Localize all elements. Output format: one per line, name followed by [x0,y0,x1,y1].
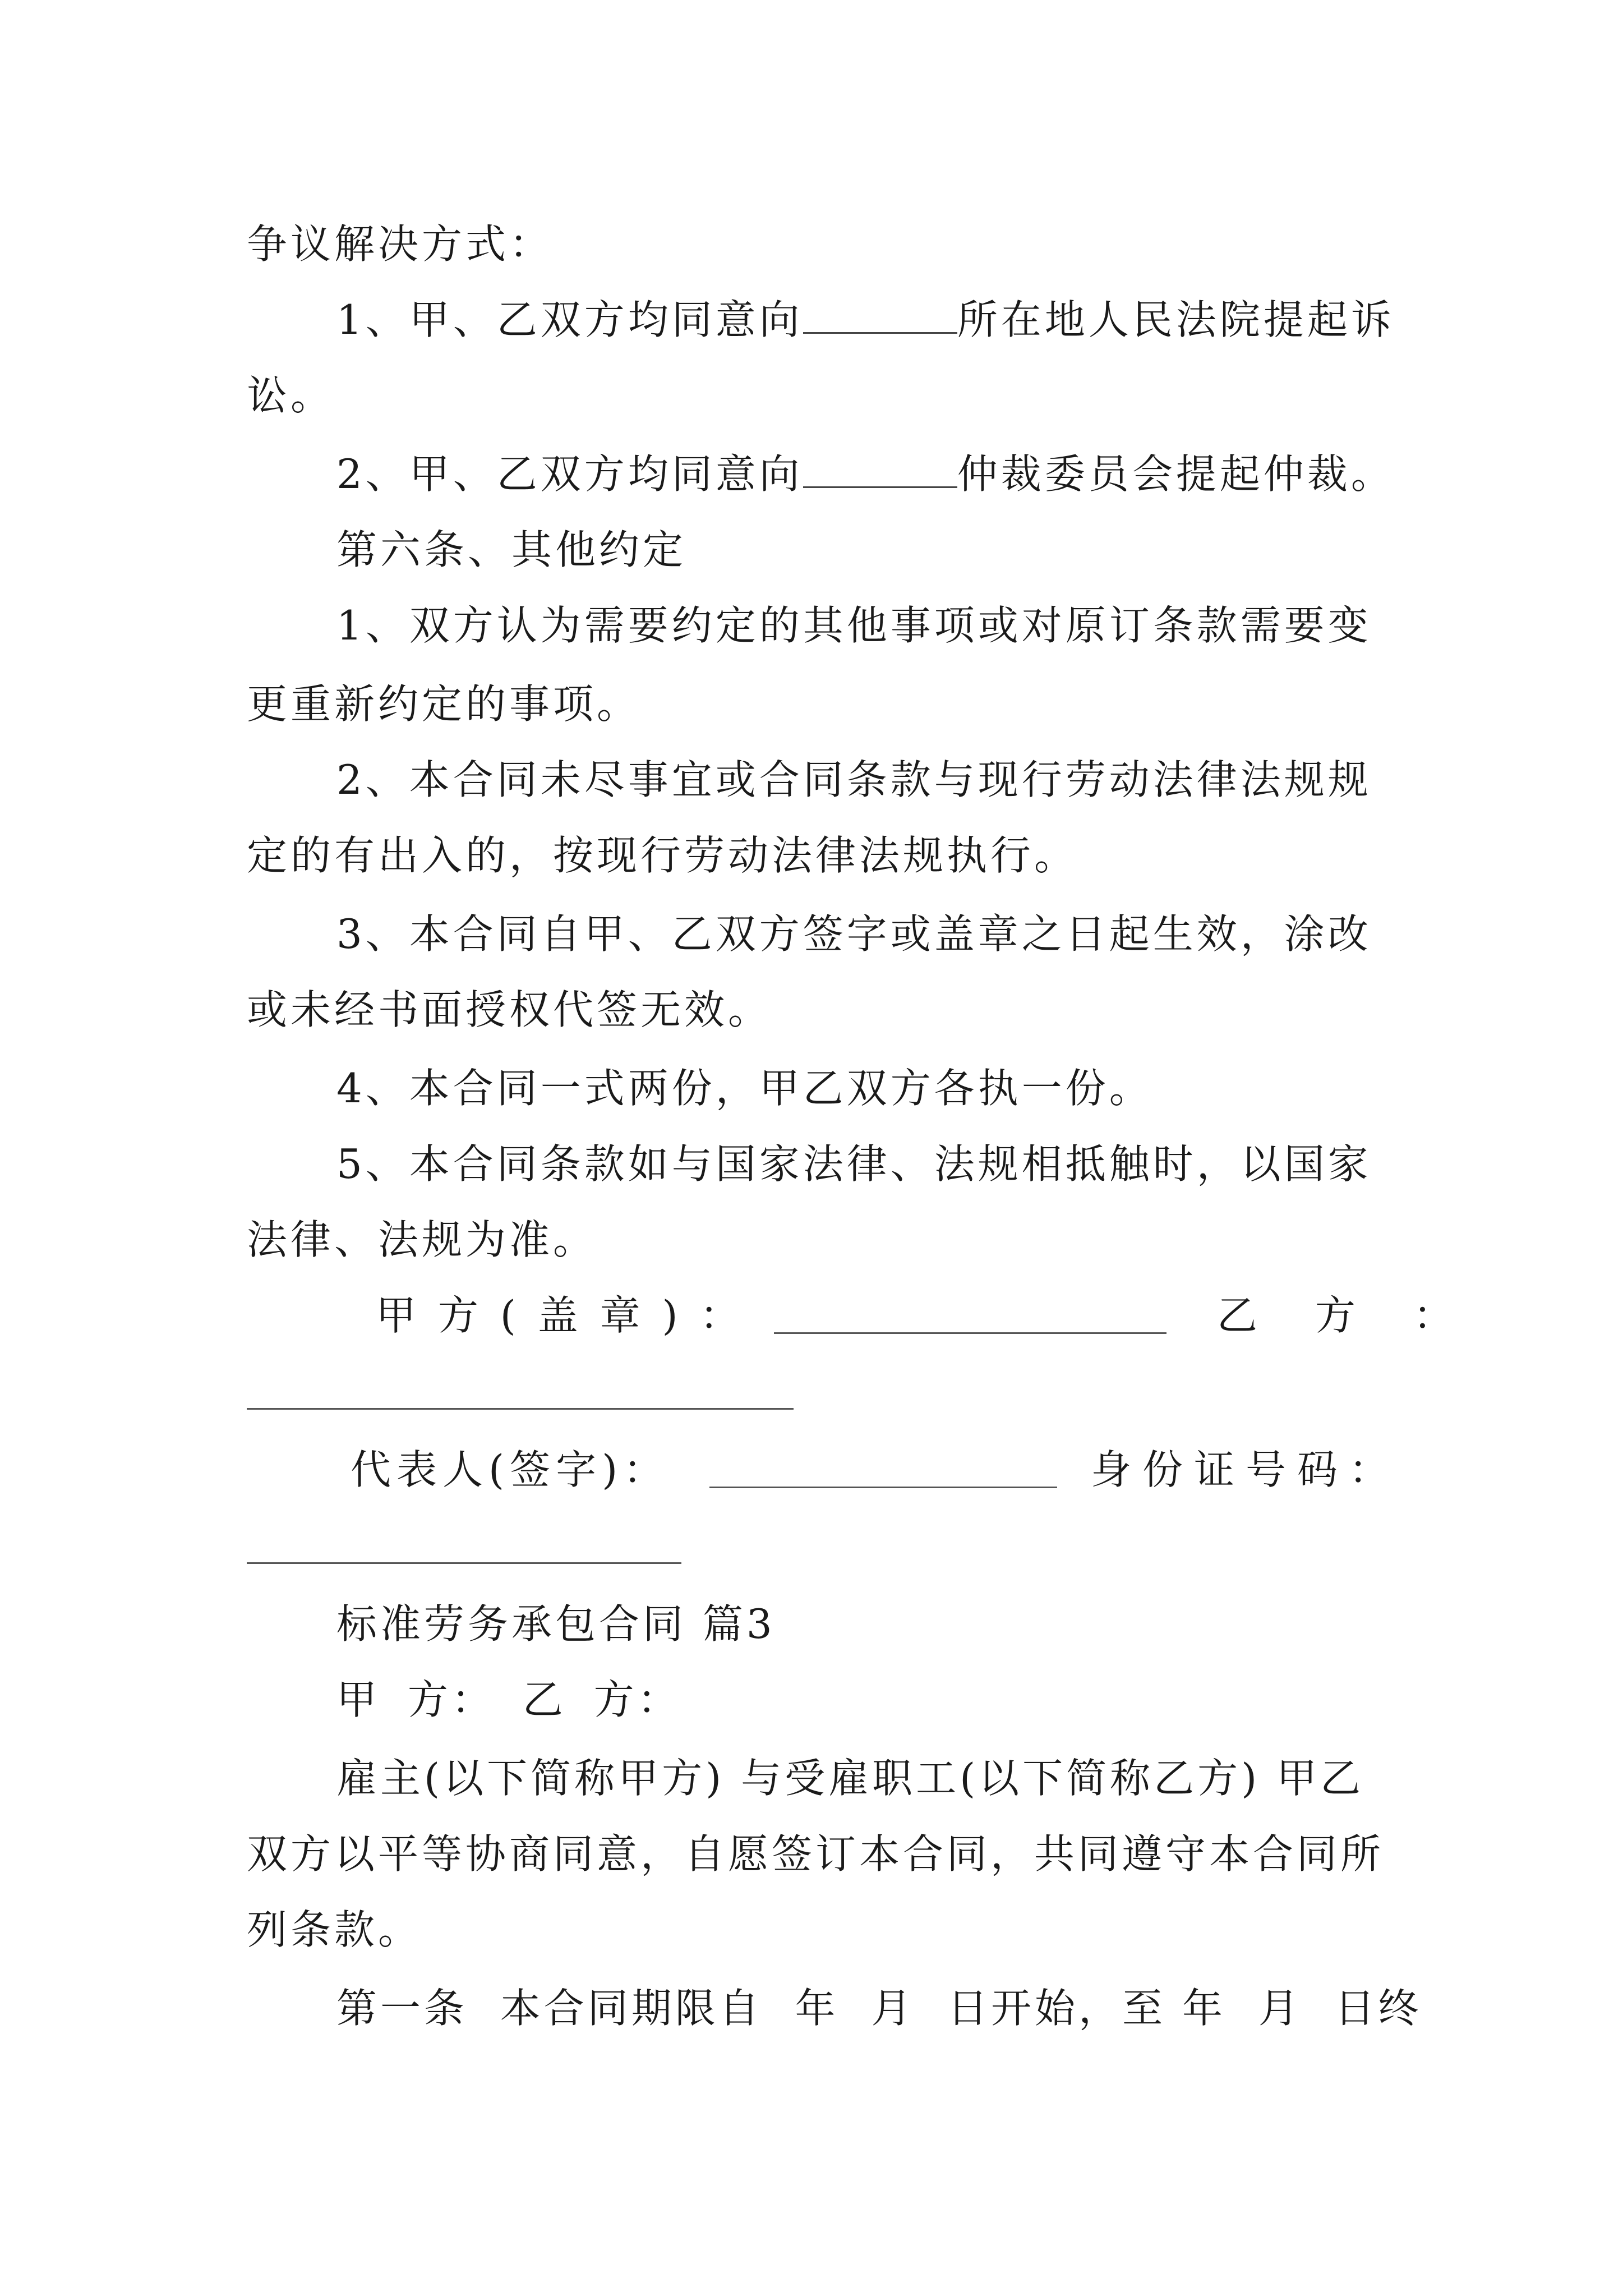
dispute-clause-1 [336,295,1395,345]
dispute-clause-1-text-b: 所在地人民法院提起诉 [957,296,1395,343]
intro-paragraph-cont-2: 列条款。 [247,1906,422,1953]
intro-paragraph: 雇主(以下简称甲方) 与受雇职工(以下简称乙方) 甲乙 [336,1755,1364,1802]
article-6-item-2-cont: 定的有出入的，按现行劳动法律法规执行。 [247,832,1078,879]
article-6-item-5: 5、本合同条款如与国家法律、法规相抵触时，以国家 [336,1140,1372,1188]
article-1: 第一条 本合同期限自 年 月 日开始，至 年 月 日终 [336,1985,1422,2032]
sig-rep-label: 代表人(签字)： [351,1446,670,1493]
dispute-clause-2 [336,449,1395,499]
sig-party-a-line [774,1332,1166,1334]
parties-line: 甲 方： 乙 方： [336,1676,681,1723]
dispute-clause-1-text-a: 1、甲、乙双方均同意向 [336,296,803,343]
sig-rep-line [709,1487,1057,1488]
article-6-item-5-cont: 法律、法规为准。 [247,1216,597,1263]
arbitration-committee-blank [803,452,957,488]
article-6-heading: 第六条、其他约定 [336,526,687,573]
dispute-clause-1-cont: 讼。 [247,372,335,419]
sig-party-a-label: 甲 方 ( 盖 章 ) ： [376,1292,745,1339]
article-6-item-3-cont: 或未经书面授权代签无效。 [247,986,772,1033]
contract-3-title: 标准劳务承包合同 篇3 [336,1600,776,1648]
article-6-item-2: 2、本合同未尽事宜或合同条款与现行劳动法律法规规 [336,756,1372,803]
sig-id-label: 身份证号码： [1091,1446,1401,1493]
article-6-item-4: 4、本合同一式两份，甲乙双方各执一份。 [336,1065,1153,1112]
sig-id-line [247,1562,681,1564]
dispute-heading: 争议解决方式： [247,220,554,268]
court-location-blank [803,297,957,334]
sig-party-b-label: 乙 方 ： [1217,1292,1476,1339]
article-6-item-3: 3、本合同自甲、乙双方签字或盖章之日起生效，涂改 [336,910,1372,958]
dispute-clause-2-text-a: 2、甲、乙双方均同意向 [336,450,803,498]
sig-party-b-line [247,1408,794,1410]
article-6-item-1: 1、双方认为需要约定的其他事项或对原订条款需要变 [336,602,1372,649]
article-6-item-1-cont: 更重新约定的事项。 [247,680,641,728]
intro-paragraph-cont-1: 双方以平等协商同意，自愿签订本合同，共同遵守本合同所 [247,1830,1385,1878]
dispute-clause-2-text-b: 仲裁委员会提起仲裁。 [957,450,1395,498]
